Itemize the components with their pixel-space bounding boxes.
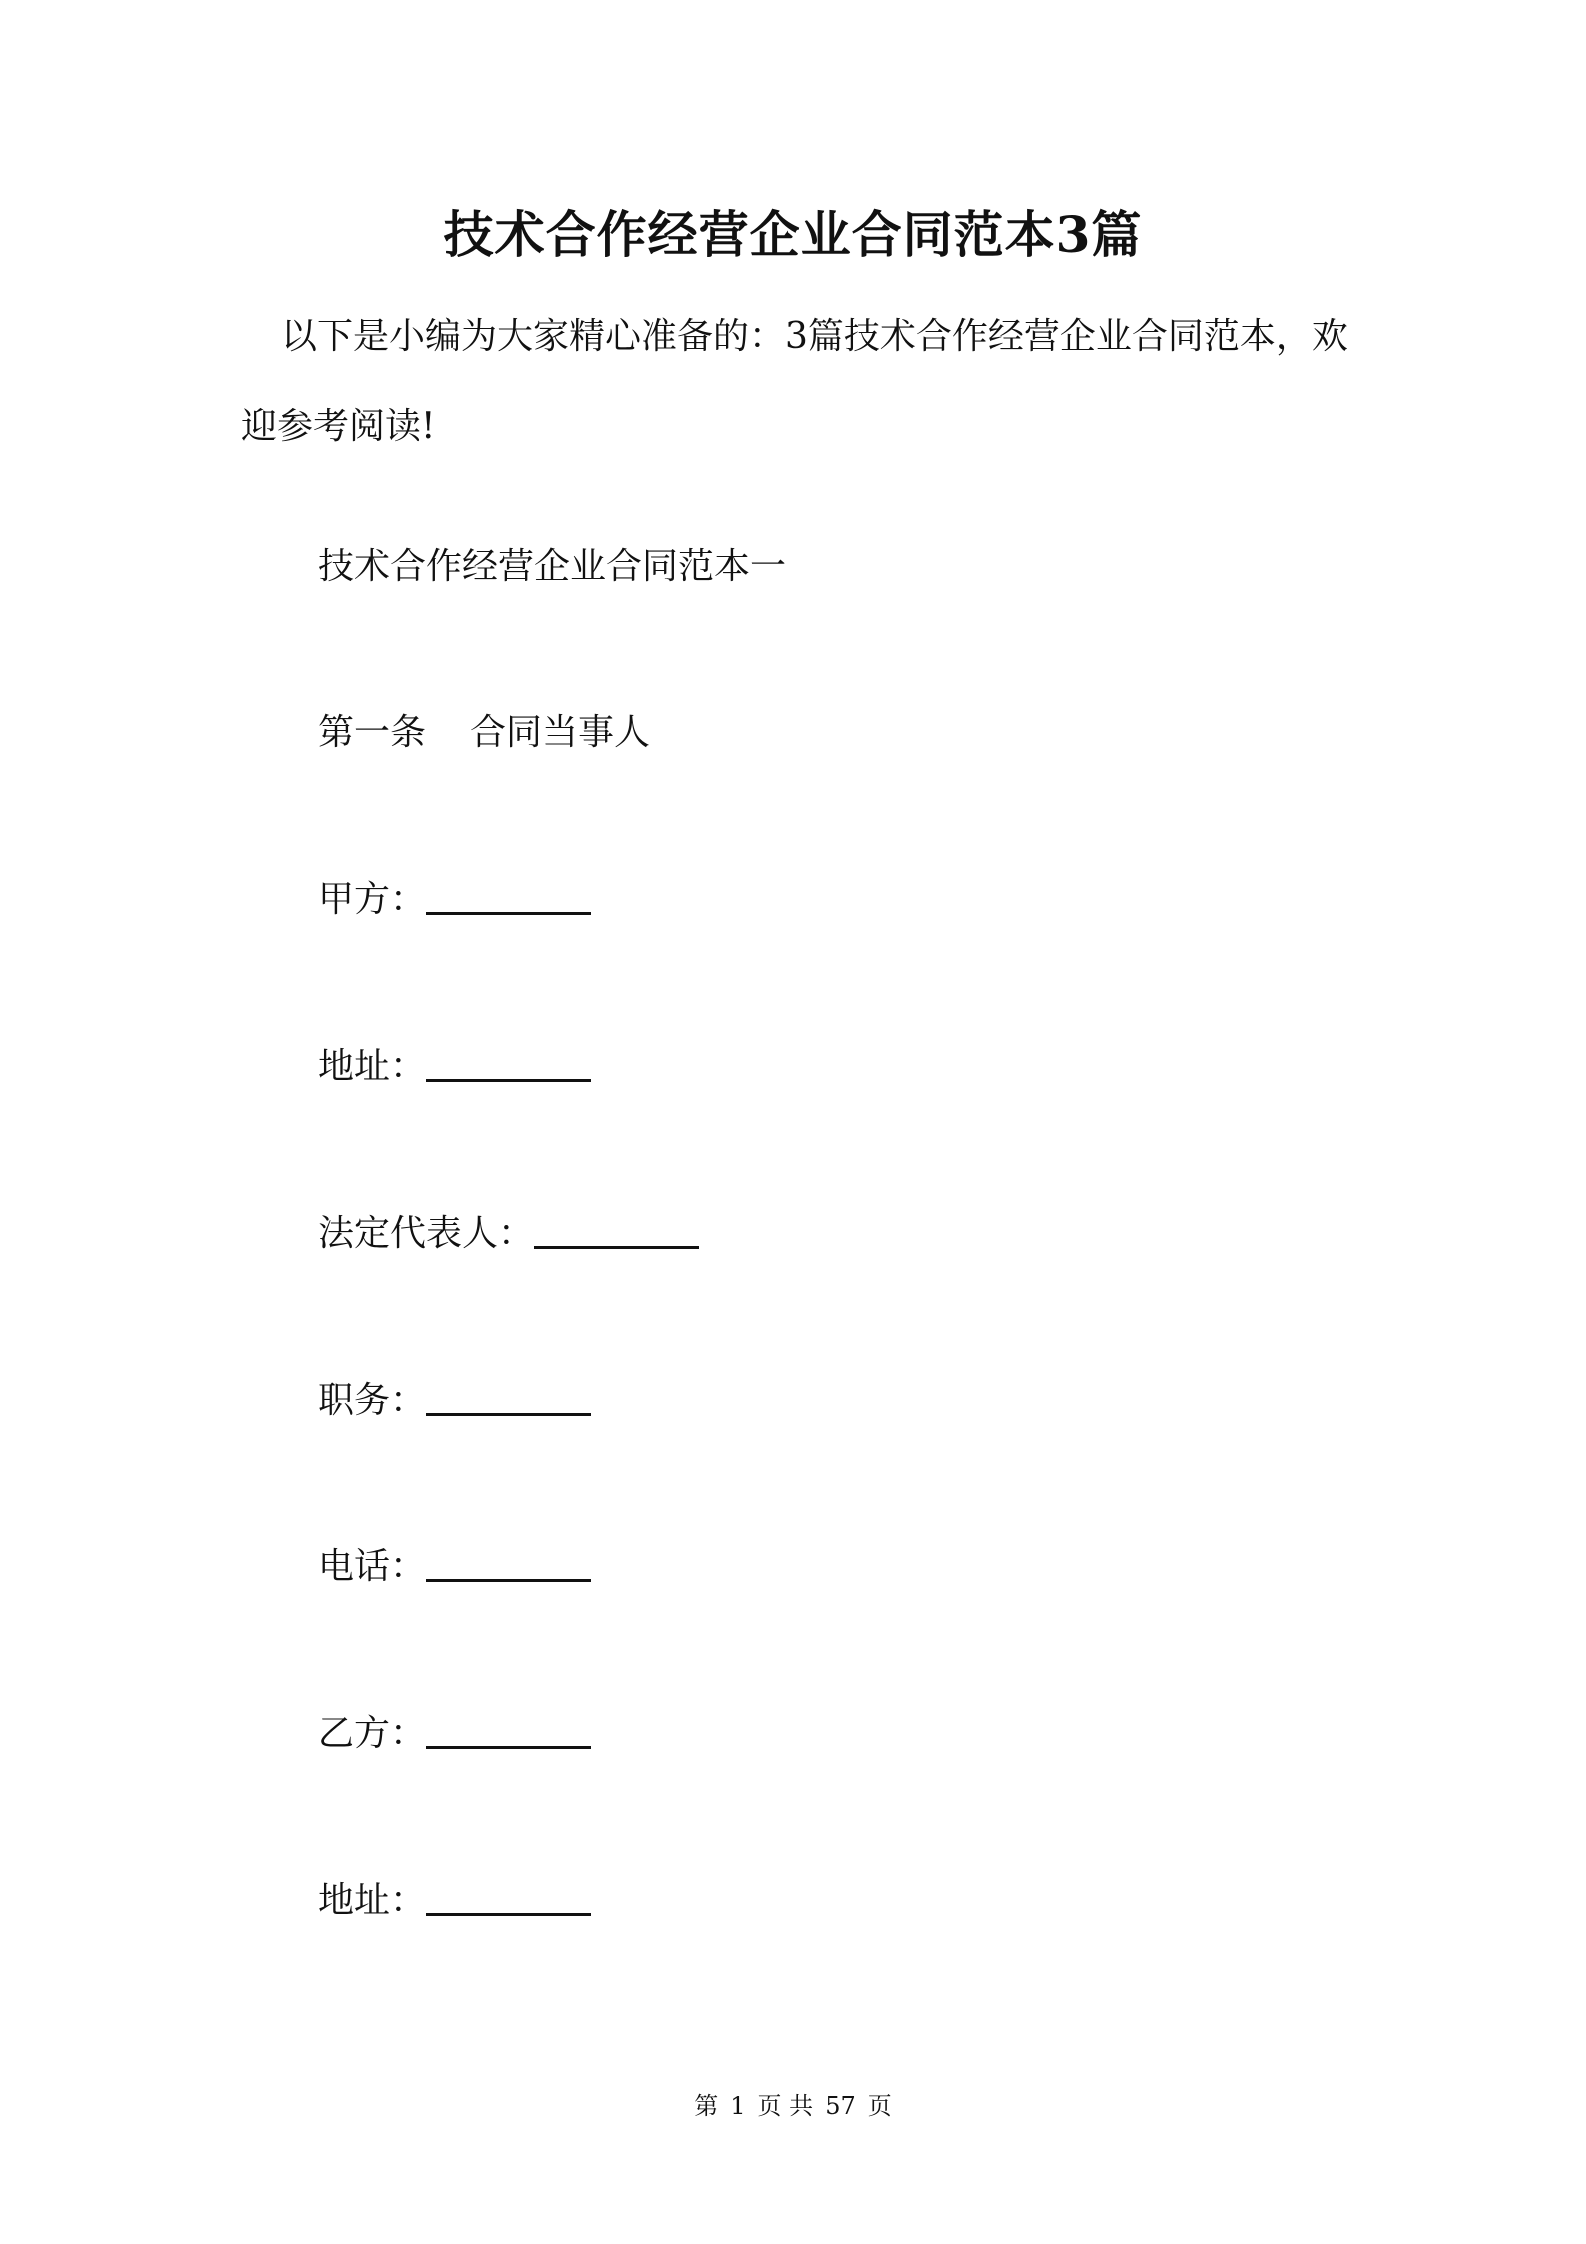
document-title: 技术合作经营企业合同范本3篇	[443, 205, 1143, 264]
field-legal-representative	[318, 1209, 699, 1259]
fill-blank	[534, 1210, 699, 1249]
field-party-b	[318, 1709, 591, 1759]
field-party-a	[318, 875, 591, 925]
article-heading	[318, 708, 650, 758]
field-address-a	[318, 1042, 591, 1092]
fill-blank	[426, 1043, 591, 1082]
page-footer	[0, 2088, 1586, 2124]
field-label: 地址：	[318, 1046, 427, 1087]
article-number: 第一条	[318, 712, 427, 753]
field-label: 甲方：	[318, 879, 427, 920]
section-title: 技术合作经营企业合同范本一	[318, 546, 787, 587]
fill-blank	[426, 1543, 591, 1582]
total-pages: 57	[825, 2092, 856, 2120]
fill-blank	[426, 1377, 591, 1416]
field-label: 法定代表人：	[318, 1213, 535, 1254]
fill-blank	[426, 1710, 591, 1749]
page-number: 1	[730, 2092, 746, 2120]
footer-middle: 页 共	[757, 2092, 814, 2120]
fill-blank	[426, 1877, 591, 1916]
field-label: 电话：	[318, 1546, 427, 1587]
article-name: 合同当事人	[470, 712, 651, 753]
field-position	[318, 1376, 591, 1426]
footer-suffix: 页	[867, 2092, 892, 2120]
footer-prefix: 第	[694, 2092, 719, 2120]
intro-paragraph: 以下是小编为大家精心准备的：3篇技术合作经营企业合同范本，欢迎参考阅读!	[241, 316, 1348, 447]
field-phone	[318, 1542, 591, 1592]
field-label: 职务：	[318, 1380, 427, 1421]
field-label: 乙方：	[318, 1713, 427, 1754]
fill-blank	[426, 876, 591, 915]
field-address-b	[318, 1876, 591, 1926]
field-label: 地址：	[318, 1880, 427, 1921]
